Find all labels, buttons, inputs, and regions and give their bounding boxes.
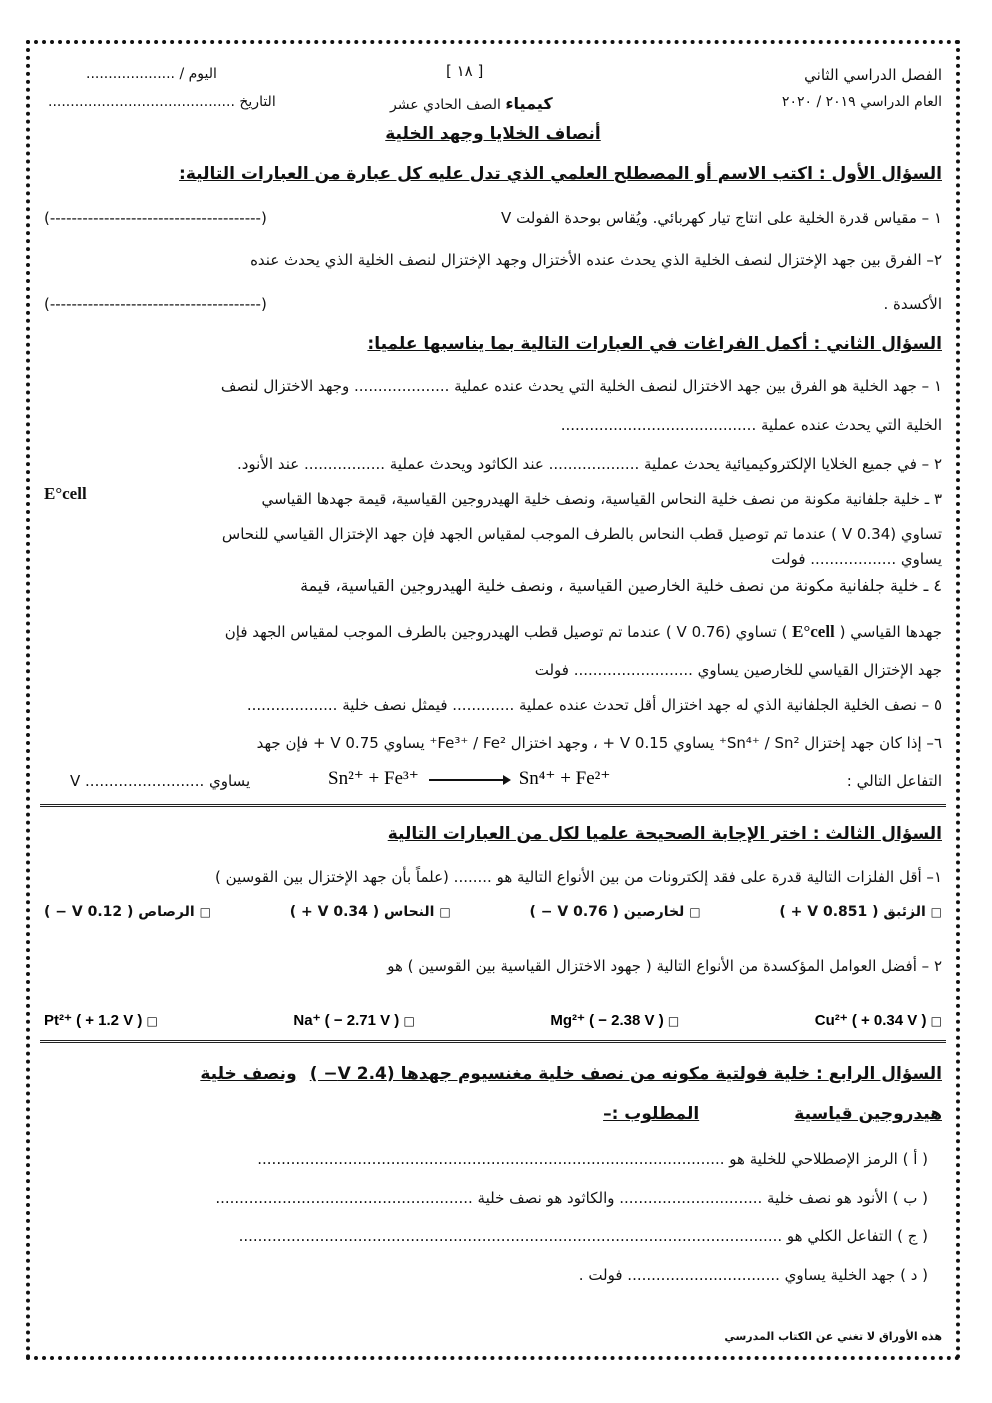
q4-part-b: ( ب ) الأنود هو نصف خلية .............................. والكاثود هو نصف خلية ...................................................... (215, 1189, 928, 1207)
day-field (86, 66, 217, 82)
q2-item4-text-b: ) تساوي (0.76 V ) عندما تم توصيل قطب الهيدروجين بالطرف الموجب لمقياس الجهد فإن (224, 623, 788, 641)
q2-item4-text-a: جهدها القياسي ( (839, 623, 942, 641)
q3-item1: ١– أقل الفلزات التالية قدرة على فقد إلكترونات من بين الأنواع التالية هو ........ (علماً بأن جهد الإختزال بين القوسين ) (215, 868, 942, 886)
academic-year: العام الدراسي ٢٠١٩ / ٢٠٢٠ (781, 94, 942, 110)
checkbox-icon[interactable]: □ (689, 905, 701, 919)
q1-text: : اكتب الاسم أو المصطلح العلمي الذي تدل عليه كل عبارة من العبارات التالية: (179, 164, 832, 184)
divider (40, 804, 946, 807)
semester-label: الفصل الدراسي الثاني (804, 66, 942, 84)
q2-item3-line3: يساوي .................. فولت (771, 550, 942, 568)
q3-text: : اختر الإجابة الصحيحة علميا لكل من العبارات التالية (387, 824, 826, 844)
q4-subheading (44, 1104, 942, 1124)
worksheet-page (26, 40, 960, 1360)
q3-item2-options (44, 1011, 942, 1029)
q2-item4-line3: جهد الإختزال القياسي للخارصين يساوي ......................... فولت (534, 661, 942, 679)
checkbox-icon[interactable]: □ (403, 1014, 415, 1028)
subject-grade (390, 94, 553, 113)
q2-item4-line1: ٤ ـ خلية جلفانية مكونة من نصف خلية الخارصين القياسية ، ونصف خلية الهيدروجين القياسية، قيمة (300, 576, 942, 595)
q3-item1-options (44, 904, 942, 920)
eq-value: يساوي ......................... V (70, 772, 251, 790)
q4-part-c: ( ج ) التفاعل الكلي هو .................................................................................................................. (238, 1227, 928, 1245)
q2-item3-line2: تساوي (0.34 V ) عندما تم توصيل قطب النحاس بالطرف الموجب لمقياس الجهد فإن جهد الإختزال القياسي للنحاس (221, 525, 942, 543)
ecell-symbol: E°cell (44, 484, 87, 503)
q1-item1-text: ١ – مقياس قدرة الخلية على انتاج تيار كهربائي. ويُقاس بوحدة الفولت V (501, 209, 942, 227)
q1-item1 (44, 209, 942, 227)
q2-text: : أكمل الفراغات في العبارات التالية بما يناسبها علميا: (367, 334, 827, 354)
q3-item1-option-1[interactable]: □ الزئبق ( 0.851 V + ) (779, 904, 942, 920)
q2-item5: ٥ – نصف الخلية الجلفانية الذي له جهد اختزال أقل تحدث عنده عملية ............. فيمثل نصف خلية ................... (246, 696, 942, 714)
q1-heading (44, 164, 942, 184)
q4-part-d: ( د ) جهد الخلية يساوي ................................ فولت . (578, 1266, 928, 1284)
q3-item1-option-4[interactable]: □ الرصاص ( 0.12 V − ) (44, 904, 211, 920)
footer-note: هذه الأوراق لا تغني عن الكتاب المدرسي (724, 1330, 942, 1343)
checkbox-icon[interactable]: □ (199, 905, 211, 919)
checkbox-icon[interactable]: □ (930, 905, 942, 919)
worksheet-title: أنصاف الخلايا وجهد الخلية (385, 124, 601, 144)
date-dots: .......................................... (48, 94, 235, 110)
q2-item1-line2: الخلية التي يحدث عنده عملية ......................................... (560, 416, 942, 434)
q4-heading (44, 1064, 942, 1084)
eq-reactants: Sn²⁺ + Fe³⁺ (328, 768, 419, 789)
q1-item1-blank[interactable]: (---------------------------------------) (44, 209, 267, 227)
day-label: اليوم / (179, 66, 217, 82)
date-label: التاريخ (239, 94, 276, 110)
checkbox-icon[interactable]: □ (146, 1014, 158, 1028)
q1-item2-line1: ٢– الفرق بين جهد الإختزال لنصف الخلية الذي يحدث عنده الأختزال وجهد الإختزال لنصف الخلية الذي يحدث عنده (250, 251, 942, 269)
day-dots: .................... (86, 66, 176, 82)
q4-text-a: : خلية فولتية مكونه من نصف خلية مغنسيوم جهدها (V 2.4− ) (309, 1064, 829, 1084)
q3-item1-option-3[interactable]: □ النحاس ( 0.34 V + ) (289, 904, 451, 920)
reaction-equation (328, 767, 610, 790)
q4-text-c: هيدروجين قياسية (794, 1104, 942, 1124)
q3-label: السؤال الثالث (825, 824, 942, 844)
q2-item3-line1 (44, 484, 942, 508)
checkbox-icon[interactable]: □ (930, 1014, 942, 1028)
q2-item3-text: ٣ ـ خلية جلفانية مكونة من نصف خلية النحاس القياسية، ونصف خلية الهيدروجين القياسية، قيمة جهدها القياسي (261, 490, 942, 508)
q2-label: السؤال الثاني (826, 334, 942, 354)
q2-item2: ٢ – في جميع الخلايا الإلكتروكيميائية يحدث عملية ................... عند الكاثود ويحدث عملية ................. عند الأنود. (236, 455, 942, 473)
q3-heading (44, 824, 942, 844)
checkbox-icon[interactable]: □ (667, 1014, 680, 1028)
date-field (48, 94, 276, 110)
q3-item2-option-1[interactable]: Cu²⁺ ( + 0.34 V ) □ (814, 1012, 942, 1029)
q2-heading (44, 334, 942, 354)
subject-name: كيمياء (505, 94, 553, 113)
ecell-symbol-2: E°cell (792, 622, 835, 641)
eq-products: Sn⁴⁺ + Fe²⁺ (518, 768, 611, 789)
grade-label: الصف الحادي عشر (390, 97, 501, 113)
q1-label: السؤال الأول (831, 164, 942, 184)
q4-text-b: ونصف خلية (200, 1064, 297, 1084)
q1-item2-blank[interactable]: (---------------------------------------) (44, 295, 267, 313)
q2-item4-line2 (44, 622, 942, 642)
q3-item2: ٢ – أفضل العوامل المؤكسدة من الأنواع التالية ( جهود الاختزال القياسية بين القوسين ) هو (387, 957, 942, 975)
q1-item2-text: الأكسدة . (883, 295, 942, 313)
q4-label: السؤال الرابع (828, 1064, 942, 1084)
checkbox-icon[interactable]: □ (439, 905, 451, 919)
page-number: [ ١٨ ] (446, 62, 484, 80)
q3-item2-option-4[interactable]: Pt²⁺ ( + 1.2 V ) □ (44, 1012, 158, 1029)
q3-item2-option-3[interactable]: Na⁺ ( − 2.71 V ) □ (293, 1012, 415, 1029)
reaction-arrow-icon (429, 779, 509, 781)
q4-required: المطلوب :– (603, 1104, 700, 1124)
q3-item2-option-2[interactable]: Mg²⁺ ( − 2.38 V ) □ (550, 1012, 680, 1029)
q1-item2-line2 (44, 295, 942, 313)
q4-part-a: ( أ ) الرمز الإصطلاحي للخلية هو .................................................................................................. (257, 1150, 928, 1168)
q2-item6-text: التفاعل التالي : (846, 772, 942, 790)
divider (40, 1040, 946, 1043)
q2-item6-line1: ٦– إذا كان جهد إختزال Sn⁴⁺ / Sn²⁺ يساوي 0.15 V + ، وجهد اختزال Fe³⁺ / Fe²⁺ يساوي 0.75 V + فإن جهد (256, 734, 942, 752)
q3-item1-option-2[interactable]: □ لخارصين ( 0.76 V − ) (529, 904, 701, 920)
q2-item1-line1: ١ – جهد الخلية هو الفرق بين جهد الاختزال لنصف الخلية التي يحدث عنده عملية .................... وجهد الاختزال لنصف (220, 377, 942, 395)
